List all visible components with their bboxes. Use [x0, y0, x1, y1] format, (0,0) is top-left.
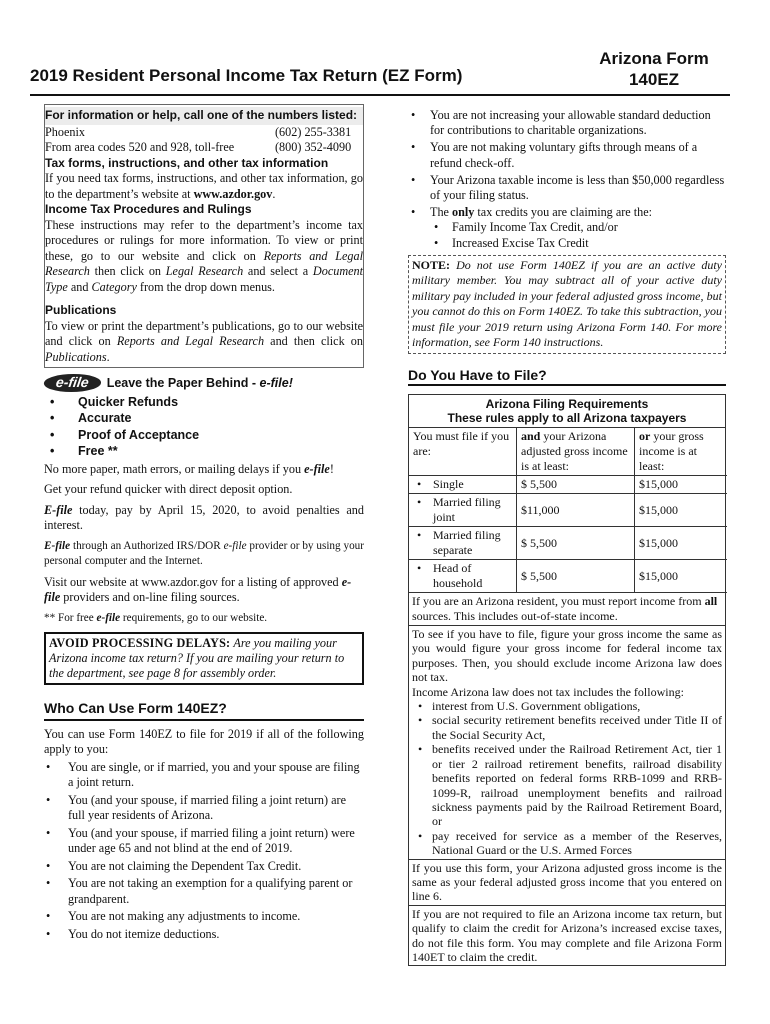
publications-heading: Publications	[45, 303, 117, 317]
list-item: • Your Arizona taxable income is less than $50,000 regardless of your filing status.	[430, 173, 726, 203]
who-intro: You can use Form 140EZ to file for 2019 if all of the following apply to you:	[44, 726, 364, 756]
efile-section	[44, 374, 364, 626]
who-list-continued	[408, 108, 726, 251]
list-item: • social security retirement benefits received under Title II of the Social Security Act,	[432, 713, 722, 742]
list-item: • benefits received under the Railroad Retirement Act, tier 1 or tier 2 railroad retirement benefits, railroad disability benefits reported on federal forms RRB-1099 and RRB-1099-R, railroad unemployment benefits and railroad sickness payments paid by the Railroad Retirement Board, or	[432, 742, 722, 828]
publications-text: To view or print the department’s publications, go to our website and click on Reports and Legal Research and then click on Publications.	[45, 318, 363, 364]
efile-benefits	[44, 394, 364, 460]
list-item: • Free **	[68, 443, 364, 460]
avoid-delays-box	[44, 632, 364, 685]
list-item: • Family Income Tax Credit, and/or	[452, 220, 726, 235]
list-item: • You do not itemize deductions.	[68, 927, 364, 943]
phone-label: Phoenix	[45, 124, 85, 139]
website-link[interactable]: www.azdor.gov	[193, 186, 273, 201]
efile-logo: e-file	[43, 374, 102, 392]
forms-heading: Tax forms, instructions, and other tax information	[45, 155, 329, 170]
list-item: • You are not taking an exemption for a qualifying parent or grandparent.	[68, 876, 364, 907]
note-label: NOTE:	[412, 257, 451, 272]
table-cell-status: • Single	[409, 476, 517, 494]
efile-line: E-file through an Authorized IRS/DOR e-file provider or by using your personal computer and the Internet.	[44, 539, 364, 567]
table-cell-status: • Married filing joint	[409, 494, 517, 527]
list-item: • You are not making voluntary gifts through means of a refund check-off.	[430, 140, 726, 170]
see-text: To see if you have to file, figure your gross income the same as you would figure your gross income for federal income tax purposes. Then, you should exclude income Arizona law does not tax.	[412, 627, 722, 685]
phone-row-phoenix	[45, 125, 363, 141]
agi-box: If you use this form, your Arizona adjusted gross income is the same as your federal adjusted gross income that you entered on line 6.	[408, 860, 726, 906]
list-item: • Accurate	[68, 410, 364, 427]
phone-label: From area codes 520 and 928, toll-free	[45, 140, 235, 154]
exclusion-list	[412, 699, 722, 857]
gross-income-box	[408, 626, 726, 860]
table-cell-gross: $15,000	[635, 527, 727, 560]
note-text: Do not use Form 140EZ if you are an active duty military member. You may subtract all of your active duty military pay included in your federal adjusted gross income, but you cannot do this on Form 140EZ. To take this subtraction, you must file your 2019 return using Arizona Form 140. For more information, see Form 140 instructions.	[412, 257, 722, 350]
who-list	[44, 760, 364, 943]
table-grid	[409, 428, 725, 593]
table-cell-gross: $15,000	[635, 494, 727, 527]
list-item: • Proof of Acceptance	[68, 427, 364, 444]
avoid-label: AVOID PROCESSING DELAYS:	[49, 636, 231, 650]
phone-row-tollfree	[45, 140, 363, 156]
table-cell-agi: $11,000	[517, 494, 635, 527]
efile-line: ** For free e-file requirements, go to our website.	[44, 611, 268, 624]
table-cell-agi: $ 5,500	[517, 527, 635, 560]
header-rule	[30, 94, 730, 96]
list-item: • You are not making any adjustments to income.	[68, 909, 364, 925]
efile-line: E-file today, pay by April 15, 2020, to avoid penalties and interest.	[44, 502, 364, 532]
table-title: Arizona Filing Requirements	[485, 397, 649, 412]
filing-requirements-table	[408, 394, 726, 626]
table-cell-status: • Head of household	[409, 560, 517, 593]
list-item: • You (and your spouse, if married filing a joint return) were under age 65 and not blind at the end of 2019.	[68, 826, 364, 857]
procedures-heading: Income Tax Procedures and Rulings	[45, 202, 252, 216]
exclude-intro: Income Arizona law does not tax includes the following:	[412, 684, 684, 699]
forms-text: If you need tax forms, instructions, and other tax information, go to the department’s website at www.azdor.gov.	[45, 171, 363, 201]
list-item: • interest from U.S. Government obligations,	[432, 699, 722, 713]
credit-list	[430, 220, 726, 250]
avoid-text: Are you mailing your Arizona income tax return? If you are mailing your return to the department, see page 8 for assembly order.	[49, 636, 345, 680]
table-cell-agi: $ 5,500	[517, 476, 635, 494]
list-item: • You (and your spouse, if married filing a joint return) are full year residents of Arizona.	[68, 793, 364, 824]
column-header: You must file if you are:	[409, 428, 517, 476]
table-cell-gross: $15,000	[635, 476, 727, 494]
table-cell-gross: $15,000	[635, 560, 727, 593]
column-header: and your Arizona adjusted gross income is at least:	[517, 428, 635, 476]
form-name-line2: 140EZ	[628, 70, 680, 89]
table-cell-agi: $ 5,500	[517, 560, 635, 593]
table-subtitle: These rules apply to all Arizona taxpayers	[447, 411, 687, 426]
procedures-text: These instructions may refer to the department’s income tax procedures or rulings for more information. To view or print these, go to our website and click on Reports and Legal Research then click on Legal Research and select a Document Type and Category from the drop down menus.	[45, 217, 364, 294]
form-name	[596, 48, 712, 90]
form-name-line1: Arizona Form	[599, 49, 709, 68]
list-item: • You are single, or if married, you and your spouse are filing a joint return.	[68, 760, 364, 791]
note-box	[408, 255, 726, 354]
list-item: • Increased Excise Tax Credit	[452, 236, 726, 251]
right-column	[408, 108, 726, 966]
resident-note: If you are an Arizona resident, you must report income from all sources. This includes out-of-state income.	[412, 594, 718, 624]
efile-line: Get your refund quicker with direct deposit option.	[44, 482, 293, 496]
file-heading: Do You Have to File?	[408, 368, 726, 386]
page-title: 2019 Resident Personal Income Tax Return (EZ Form)	[30, 66, 463, 85]
phone-number: (800) 352-4090	[275, 140, 352, 154]
efile-line: No more paper, math errors, or mailing delays if you e-file!	[44, 461, 334, 476]
list-item: • Quicker Refunds	[68, 394, 364, 411]
efile-header	[44, 374, 364, 392]
efile-line: Visit our website at www.azdor.gov for a listing of approved e-file providers and on-line filing sources.	[44, 574, 352, 604]
column-header: or your gross income is at least:	[635, 428, 727, 476]
list-item: • The only tax credits you are claiming are the: • Family Income Tax Credit, and/or • Increased Excise Tax Credit	[430, 205, 726, 251]
phone-number: (602) 255-3381	[275, 124, 352, 139]
table-header	[409, 395, 725, 428]
list-item: • You are not increasing your allowable standard deduction for contributions to charitable organizations.	[430, 108, 726, 138]
left-column	[44, 104, 364, 944]
info-box	[44, 104, 364, 368]
who-heading: Who Can Use Form 140EZ?	[44, 701, 364, 721]
list-item: • pay received for service as a member of the Reserves, National Guard or the U.S. Armed Forces	[432, 829, 722, 858]
excise-credit-box: If you are not required to file an Arizona income tax return, but qualify to claim the credit for Arizona’s increased excise taxes, do not file this form. You may complete and file Arizona Form 140ET to claim the credit.	[408, 906, 726, 967]
info-heading: For information or help, call one of the numbers listed:	[45, 107, 363, 125]
efile-tagline: Leave the Paper Behind - e-file!	[106, 376, 293, 390]
list-item: • You are not claiming the Dependent Tax Credit.	[68, 859, 364, 875]
table-cell-status: • Married filing separate	[409, 527, 517, 560]
